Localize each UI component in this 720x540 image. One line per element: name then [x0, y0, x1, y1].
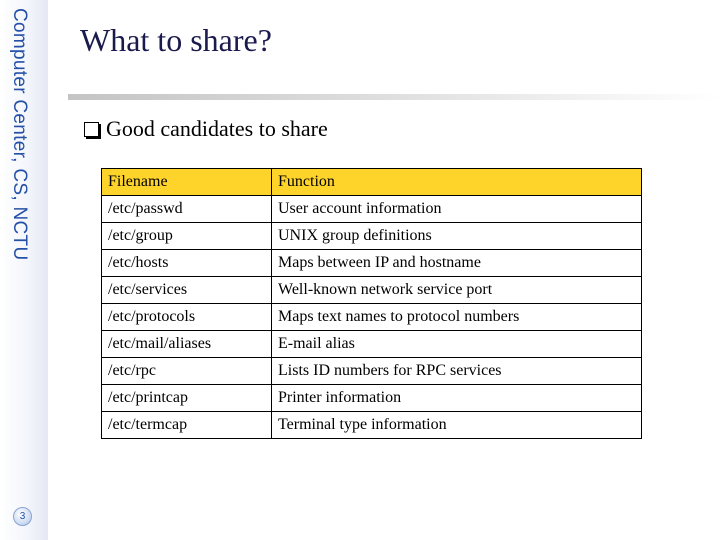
header-cell-filename: Filename: [102, 169, 272, 196]
slide-title: What to share?: [80, 22, 272, 58]
table-header-row: [102, 169, 642, 196]
sidebar: [0, 0, 48, 540]
table-row: [102, 412, 642, 439]
filename-cell: /etc/services: [102, 277, 272, 304]
filename-cell: /etc/hosts: [102, 250, 272, 277]
filename-cell: /etc/protocols: [102, 304, 272, 331]
filename-cell: /etc/mail/aliases: [102, 331, 272, 358]
table-row: [102, 250, 642, 277]
filename-cell: /etc/termcap: [102, 412, 272, 439]
function-cell: E-mail alias: [272, 331, 642, 358]
sidebar-institution-label: Computer Center, CS, NCTU: [9, 8, 30, 261]
filename-cell: /etc/passwd: [102, 196, 272, 223]
bullet-item: [84, 116, 328, 142]
table-row: [102, 304, 642, 331]
function-cell: User account information: [272, 196, 642, 223]
table-row: [102, 358, 642, 385]
filename-cell: /etc/printcap: [102, 385, 272, 412]
page-number-badge: 3: [13, 507, 32, 526]
function-cell: Terminal type information: [272, 412, 642, 439]
header-cell-function: Function: [272, 169, 642, 196]
function-cell: Lists ID numbers for RPC services: [272, 358, 642, 385]
share-files-table: [101, 168, 642, 439]
checkbox-bullet-icon: [84, 122, 99, 137]
table-row: [102, 223, 642, 250]
bullet-text: Good candidates to share: [106, 116, 328, 141]
function-cell: Maps text names to protocol numbers: [272, 304, 642, 331]
function-cell: Printer information: [272, 385, 642, 412]
table-row: [102, 277, 642, 304]
function-cell: UNIX group definitions: [272, 223, 642, 250]
table-row: [102, 385, 642, 412]
function-cell: Well-known network service port: [272, 277, 642, 304]
table-row: [102, 196, 642, 223]
filename-cell: /etc/rpc: [102, 358, 272, 385]
title-divider: [68, 94, 720, 100]
filename-cell: /etc/group: [102, 223, 272, 250]
table-row: [102, 331, 642, 358]
function-cell: Maps between IP and hostname: [272, 250, 642, 277]
